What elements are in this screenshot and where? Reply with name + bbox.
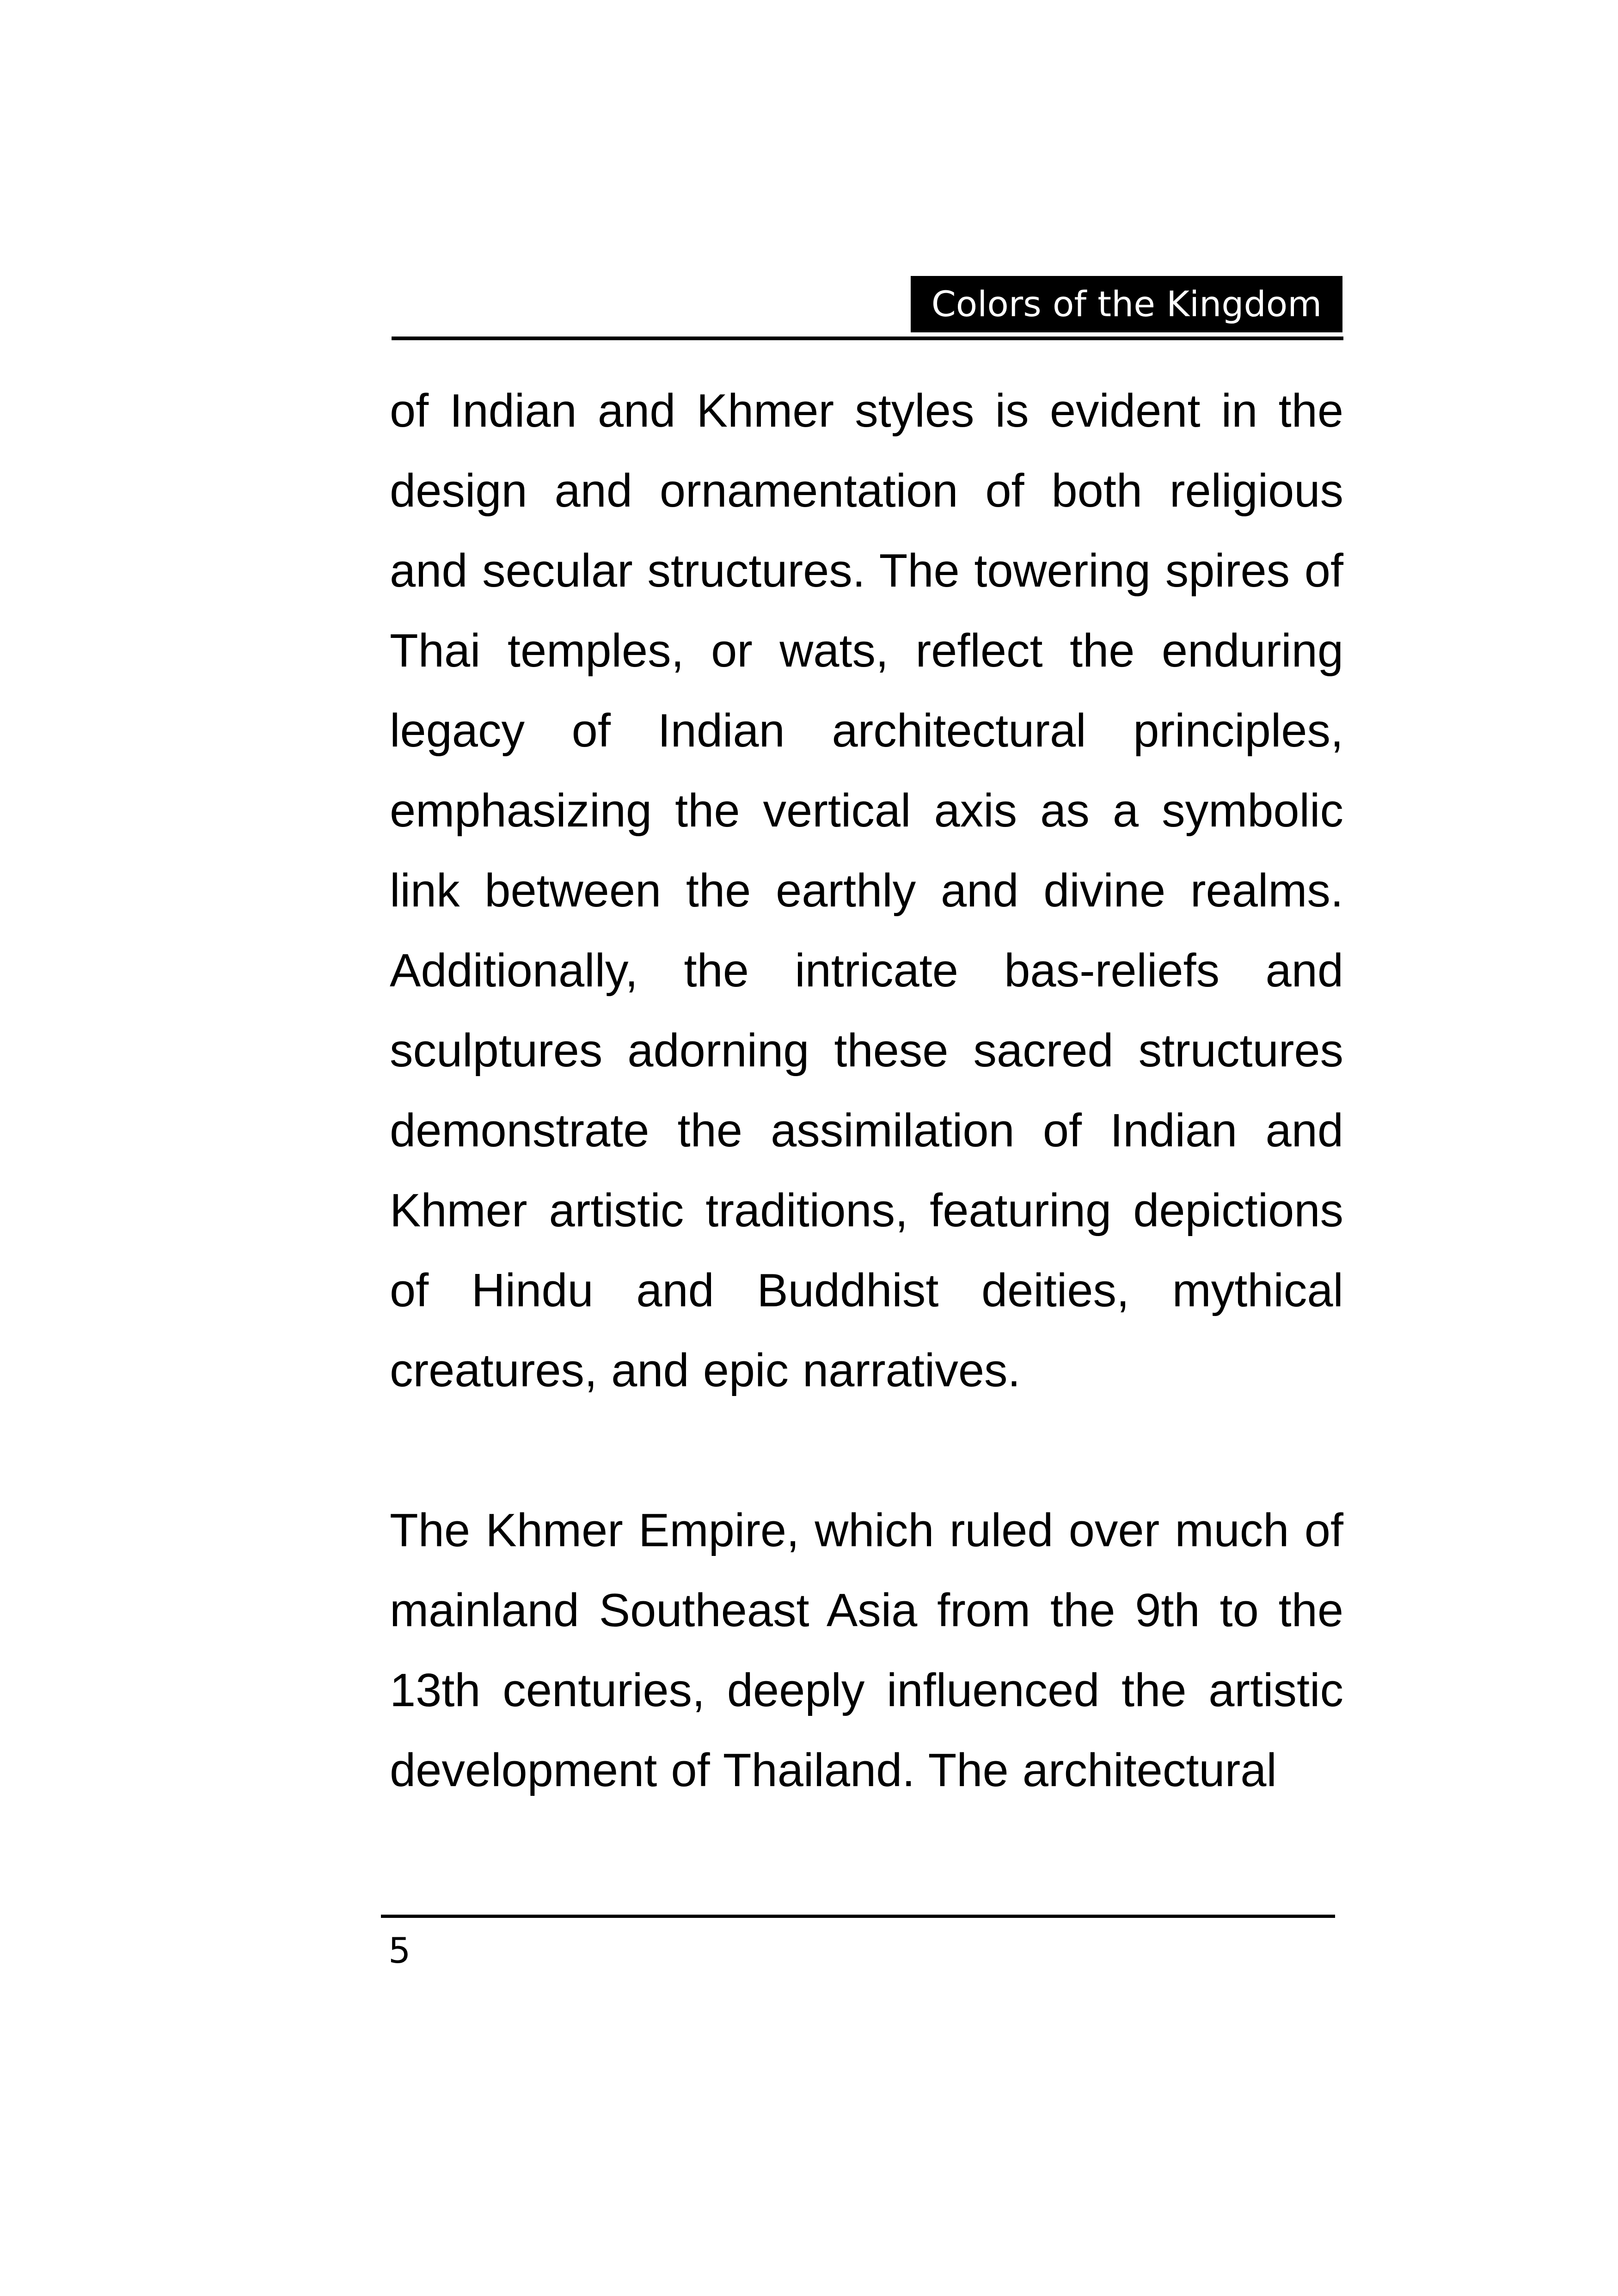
header-rule [392, 337, 1343, 340]
body-paragraph-2: The Khmer Empire, which ruled over much of mainland Southeast Asia from the 9th to the 13th centuries, deeply influenced the artistic development of Thailand. The architectural [390, 1505, 1343, 1796]
running-header-title: Colors of the Kingdom [911, 276, 1342, 332]
page-number: 5 [388, 1930, 411, 1971]
footer-rule [381, 1915, 1335, 1918]
body-paragraph-1: of Indian and Khmer styles is evident in the design and ornamentation of both religious and secular structures. The towering spires of Thai temples, or wats, reflect the enduring legacy of Indian architectural principles, emphasizing the vertical axis as a symbolic link between the earthly and divine realms. Additionally, the intricate bas-reliefs and sculptures adorning these sacred structures demonstrate the assimilation of Indian and Khmer artistic traditions, featuring depictions of Hindu and Buddhist deities, mythical creatures, and epic narratives. [390, 385, 1343, 1396]
